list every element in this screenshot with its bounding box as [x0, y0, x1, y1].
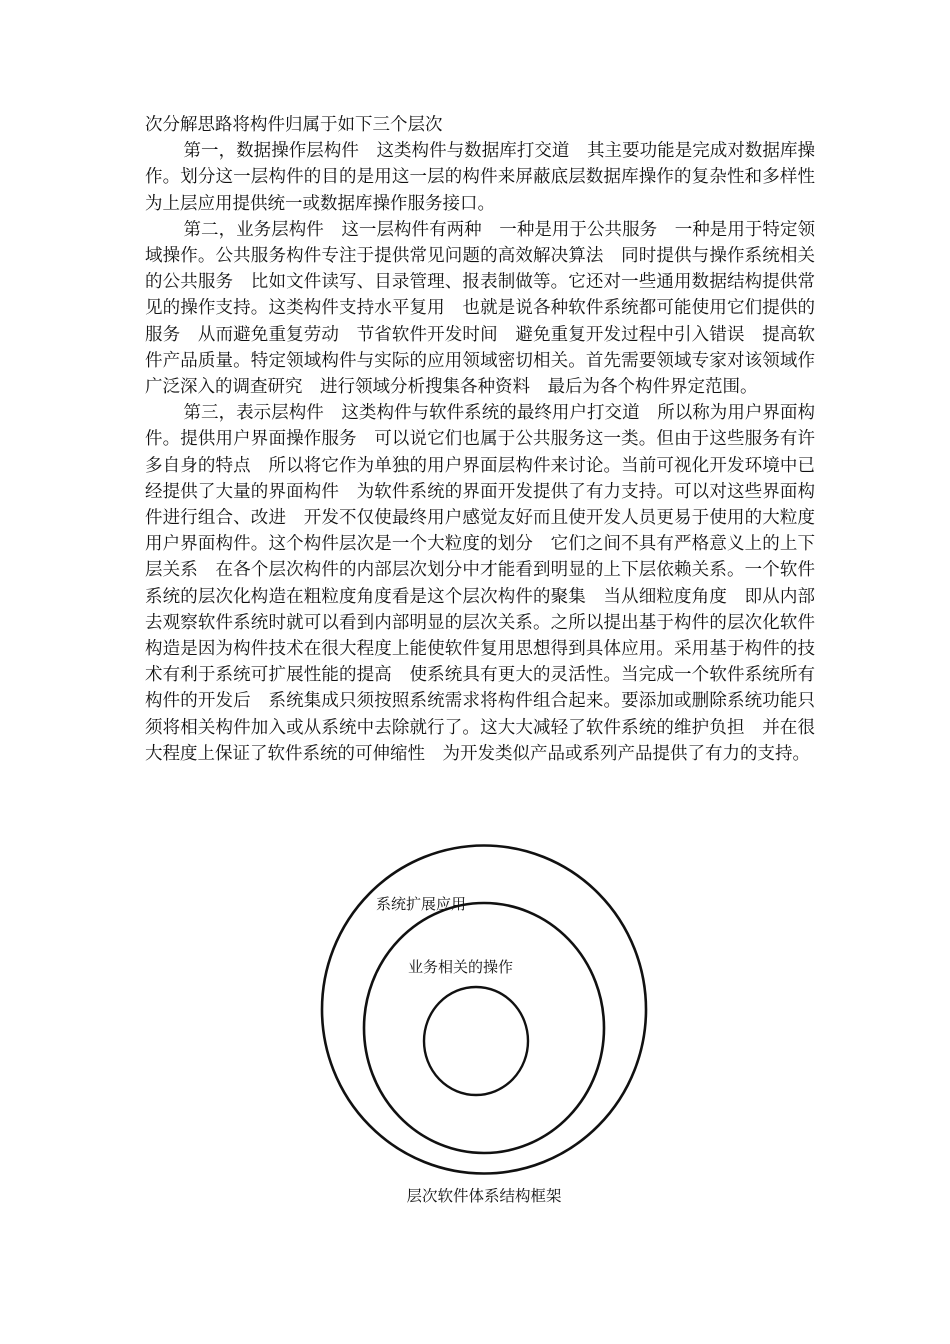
paragraph-business-layer: 第二，业务层构件 这一层构件有两种 一种是用于公共服务 一种是用于特定领域操作。公共服务构件专注于提供常见问题的高效解决算法 同时提供与操作系统相关的公共服务 比如文件读写、目录管理、报表制做等。它还对一些通用数据结构提供常见的操作支持。这类构件支持水平复用 也就是说各种软件系统都可能使用它们提供的服务 从而避免重复劳动 节省软件开发时间 避免重复开发过程中引入错误 提高软件产品质量。特定领域构件与实际的应用领域密切相关。首先需要领域专家对该领域作广泛深入的调查研究 进行领域分析搜集各种资料 最后为各个构件界定范围。	[145, 219, 815, 398]
inner-circle	[424, 987, 528, 1095]
paragraph-data-layer: 第一，数据操作层构件 这类构件与数据库打交道 其主要功能是完成对数据库操作。划分这一层构件的目的是用这一层的构件来屏蔽底层数据库操作的复杂性和多样性 为上层应用提供统一或数据库操作服务接口。	[145, 141, 833, 214]
figure-caption: 层次软件体系结构框架	[406, 1187, 562, 1205]
outer-circle	[322, 846, 646, 1174]
middle-ring-label: 业务相关的操作	[408, 958, 514, 976]
outer-ring-label: 系统扩展应用	[376, 895, 467, 913]
middle-circle	[364, 903, 604, 1153]
paragraph-intro: 次分解思路将构件归属于如下三个层次	[145, 115, 443, 135]
body-text	[145, 112, 833, 767]
concentric-circles	[320, 843, 648, 1176]
paragraph-presentation-layer: 第三，表示层构件 这类构件与软件系统的最终用户打交道 所以称为用户界面构件。提供用户界面操作服务 可以说它们也属于公共服务这一类。但由于这些服务有许多自身的特点 所以将它作为单独的用户界面层构件来讨论。当前可视化开发环境中已经提供了大量的界面构件 为软件系统的界面开发提供了有力支持。可以对这些界面构件进行组合、改进 开发不仅使最终用户感觉友好而且使开发人员更易于使用的大粒度用户界面构件。这个构件层次是一个大粒度的划分 它们之间不具有严格意义上的上下层关系 在各个层次构件的内部层次划分中才能看到明显的上下层依赖关系。一个软件系统的层次化构造在粗粒度角度看是这个层次构件的聚集 当从细粒度角度 即从内部去观察软件系统时就可以看到内部明显的层次关系。之所以提出基于构件的层次化软件构造是因为构件技术在很大程度上能使软件复用思想得到具体应用。采用基于构件的技术有利于系统可扩展性能的提高 使系统具有更大的灵活性。当完成一个软件系统所有构件的开发后 系统集成只须按照系统需求将构件组合起来。要添加或删除系统功能只须将相关构件加入或从系统中去除就行了。这大大减轻了软件系统的维护负担 并在很大程度上保证了软件系统的可伸缩性 为开发类似产品或系列产品提供了有力的支持。	[145, 403, 815, 764]
layer-diagram	[320, 843, 648, 1176]
